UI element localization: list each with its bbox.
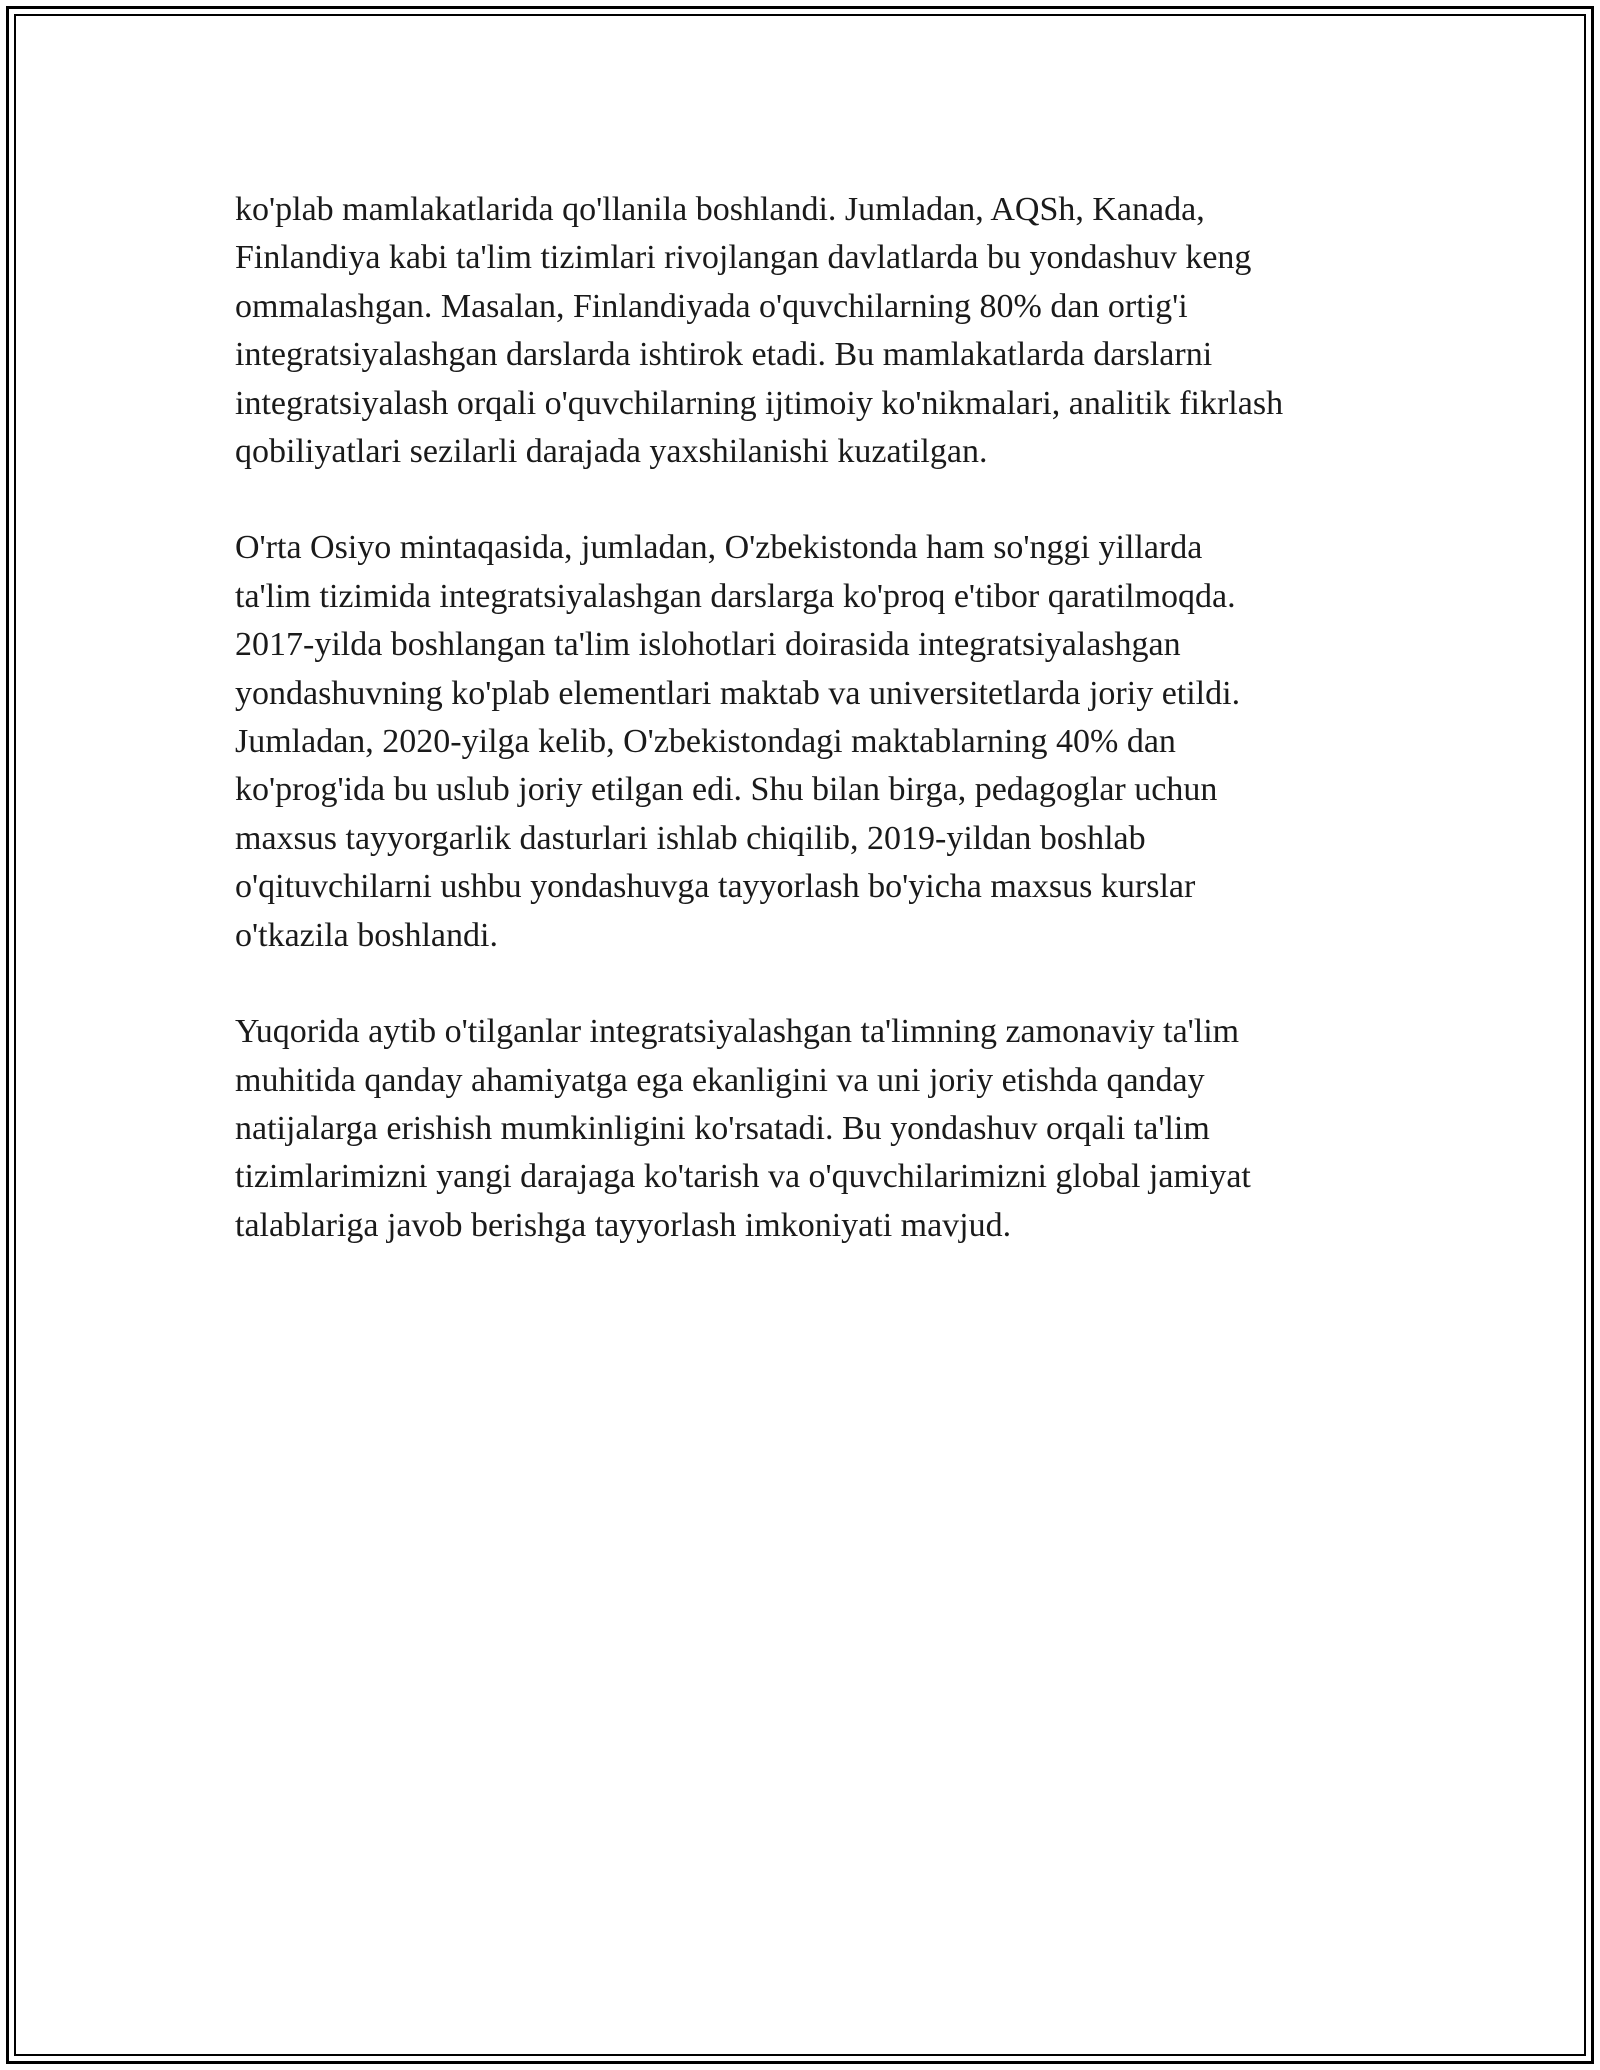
text-line: tizimlarimizni yangi darajaga ko'tarish va o'quvchilarimizni global jamiyat	[235, 1158, 1251, 1196]
text-line: natijalarga erishish mumkinligini ko'rsatadi. Bu yondashuv orqali ta'lim	[235, 1109, 1210, 1147]
text-line: talablariga javob berishga tayyorlash imkoniyati mavjud.	[235, 1206, 1012, 1244]
text-line: Finlandiya kabi ta'lim tizimlari rivojlangan davlatlarda bu yondashuv keng	[235, 239, 1252, 277]
text-line: qobiliyatlari sezilarli darajada yaxshilanishi kuzatilgan.	[235, 433, 988, 471]
text-line: O'rta Osiyo mintaqasida, jumladan, O'zbekistonda ham so'nggi yillarda	[235, 529, 1203, 567]
text-line: ta'lim tizimida integratsiyalashgan darslarga ko'proq e'tibor qaratilmoqda.	[235, 577, 1236, 615]
text-line: ko'prog'ida bu uslub joriy etilgan edi. Shu bilan birga, pedagoglar uchun	[235, 771, 1218, 809]
paragraph-2	[235, 524, 1405, 960]
text-line: ko'plab mamlakatlarida qo'llanila boshlandi. Jumladan, AQSh, Kanada,	[235, 191, 1205, 228]
text-line: muhitida qanday ahamiyatga ega ekanligini va uni joriy etishda qanday	[235, 1061, 1205, 1099]
text-line: yondashuvning ko'plab elementlari maktab va universitetlarda joriy etildi.	[235, 674, 1241, 712]
text-line: 2017-yilda boshlangan ta'lim islohotlari doirasida integratsiyalashgan	[235, 626, 1181, 664]
text-line: integratsiyalashgan darslarda ishtirok etadi. Bu mamlakatlarda darslarni	[235, 336, 1213, 374]
paragraph-1	[235, 186, 1405, 476]
text-line: o'tkazila boshlandi.	[235, 916, 498, 954]
text-line: o'qituvchilarni ushbu yondashuvga tayyorlash bo'yicha maxsus kurslar	[235, 868, 1196, 906]
text-line: integratsiyalash orqali o'quvchilarning ijtimoiy ko'nikmalari, analitik fikrlash	[235, 384, 1284, 422]
paragraph-3	[235, 1008, 1405, 1250]
text-line: ommalashgan. Masalan, Finlandiyada o'quvchilarning 80% dan ortig'i	[235, 287, 1188, 325]
text-line: Jumladan, 2020-yilga kelib, O'zbekistondagi maktablarning 40% dan	[235, 723, 1176, 761]
document-body	[235, 186, 1405, 1298]
text-line: Yuqorida aytib o'tilganlar integratsiyalashgan ta'limning zamonaviy ta'lim	[235, 1013, 1240, 1051]
text-line: maxsus tayyorgarlik dasturlari ishlab chiqilib, 2019-yildan boshlab	[235, 819, 1146, 857]
